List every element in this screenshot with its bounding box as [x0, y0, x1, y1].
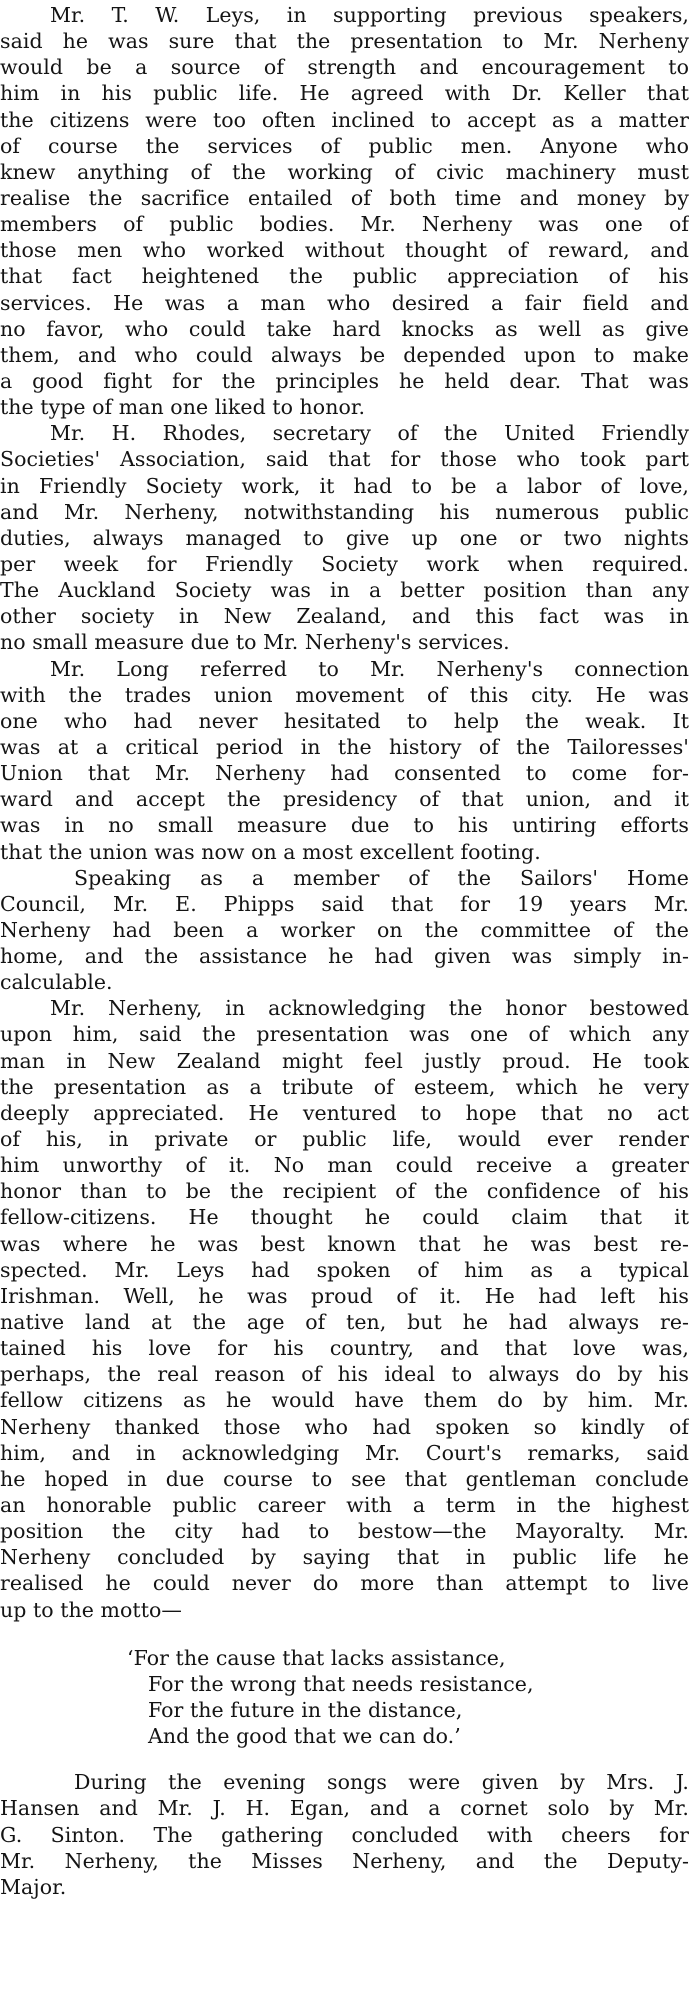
text-line: in Friendly Society work, it had to be a labor of love,: [0, 473, 689, 498]
text-line: per week for Friendly Society work when required.: [0, 551, 689, 576]
text-line: him unworthy of it. No man could receive a greater: [0, 1153, 689, 1178]
text-line: During the evening songs were given by Mrs. J.: [74, 1770, 689, 1795]
paragraph-rhodes: [0, 420, 689, 655]
text-line: knew anything of the working of civic machinery must: [0, 159, 689, 184]
text-line: Nerheny concluded by saying that in public life he: [0, 1545, 689, 1570]
text-line: the type of man one liked to honor.: [0, 395, 366, 420]
text-line: the citizens were too often inclined to accept as a matter: [0, 107, 689, 132]
text-line: Societies' Association, said that for those who took part: [0, 447, 689, 472]
text-line: home, and the assistance he had given was simply in-: [0, 944, 689, 969]
text-line: was at a critical period in the history of the Tailoresses': [0, 734, 689, 759]
text-line: and Mr. Nerheny, notwithstanding his numerous public: [0, 499, 689, 524]
text-line: of his, in private or public life, would ever render: [0, 1127, 689, 1152]
text-line: Mr. T. W. Leys, in supporting previous speakers,: [50, 3, 689, 27]
motto-verse: [0, 1645, 689, 1750]
text-line: realise the sacrifice entailed of both time and money by: [0, 185, 689, 210]
paragraph-nerheny-reply: [0, 995, 689, 1622]
text-line: spected. Mr. Leys had spoken of him as a typical: [0, 1257, 689, 1282]
text-line: calculable.: [0, 970, 113, 995]
text-line: fellow-citizens. He thought he could claim that it: [0, 1205, 689, 1230]
text-line: perhaps, the real reason of his ideal to always do by his: [0, 1362, 689, 1387]
text-line: G. Sinton. The gathering concluded with cheers for: [0, 1822, 689, 1847]
text-line: up to the motto—: [0, 1597, 182, 1622]
paragraph-closing: [0, 1769, 689, 1900]
text-line: position the city had to bestow—the Mayoralty. Mr.: [0, 1519, 689, 1544]
text-line: native land at the age of ten, but he had always re-: [0, 1310, 689, 1335]
text-line: he hoped in due course to see that gentleman conclude: [0, 1466, 689, 1491]
text-line: Mr. H. Rhodes, secretary of the United Friendly: [50, 421, 689, 446]
paragraph-phipps: [0, 865, 689, 996]
text-line: Hansen and Mr. J. H. Egan, and a cornet solo by Mr.: [0, 1796, 689, 1821]
text-line: Irishman. Well, he was proud of it. He had left his: [0, 1283, 689, 1308]
text-line: was where he was best known that he was best re-: [0, 1231, 689, 1256]
text-line: Major.: [0, 1874, 67, 1899]
text-line: the presentation as a tribute of esteem, which he very: [0, 1074, 689, 1099]
text-line: other society in New Zealand, and this fact was in: [0, 604, 689, 629]
text-line: a good fight for the principles he held dear. That was: [0, 368, 689, 393]
verse-line: And the good that we can do.’: [148, 1724, 461, 1749]
text-line: fellow citizens as he would have them do by him. Mr.: [0, 1388, 689, 1413]
text-line: members of public bodies. Mr. Nerheny was one of: [0, 212, 689, 237]
text-line: Union that Mr. Nerheny had consented to come for-: [0, 761, 689, 786]
text-line: honor than to be the recipient of the confidence of his: [0, 1179, 689, 1204]
text-line: upon him, said the presentation was one of which any: [0, 1022, 689, 1047]
text-line: services. He was a man who desired a fair field and: [0, 290, 689, 315]
article-body: [0, 2, 689, 1900]
text-line: with the trades union movement of this city. He was: [0, 682, 689, 707]
text-line: no favor, who could take hard knocks as well as give: [0, 316, 689, 341]
text-line: said he was sure that the presentation to Mr. Nerheny: [0, 29, 689, 54]
paragraph-leys: [0, 2, 689, 420]
verse-line: ‘For the cause that lacks assistance,: [127, 1645, 506, 1670]
text-line: Nerheny had been a worker on the committee of the: [0, 917, 689, 942]
text-line: Mr. Nerheny, in acknowledging the honor bestowed: [50, 996, 689, 1021]
text-line: Nerheny thanked those who had spoken so kindly of: [0, 1414, 689, 1439]
text-line: one who had never hesitated to help the weak. It: [0, 708, 689, 733]
text-line: duties, always managed to give up one or two nights: [0, 525, 689, 550]
text-line: Mr. Long referred to Mr. Nerheny's connection: [50, 656, 689, 681]
text-line: ward and accept the presidency of that union, and it: [0, 787, 689, 812]
text-line: was in no small measure due to his untiring efforts: [0, 813, 689, 838]
text-line: those men who worked without thought of reward, and: [0, 238, 689, 263]
text-line: man in New Zealand might feel justly proud. He took: [0, 1048, 689, 1073]
text-line: would be a source of strength and encouragement to: [0, 55, 689, 80]
text-line: them, and who could always be depended upon to make: [0, 342, 689, 367]
paragraph-long: [0, 656, 689, 865]
text-line: of course the services of public men. Anyone who: [0, 133, 689, 158]
text-line: realised he could never do more than attempt to live: [0, 1571, 689, 1596]
text-line: Mr. Nerheny, the Misses Nerheny, and the Deputy-: [0, 1848, 689, 1873]
text-line: Speaking as a member of the Sailors' Home: [74, 865, 689, 890]
text-line: that the union was now on a most excellent footing.: [0, 839, 541, 864]
text-line: no small measure due to Mr. Nerheny's services.: [0, 630, 510, 655]
verse-line: For the wrong that needs resistance,: [148, 1671, 534, 1696]
text-line: him, and in acknowledging Mr. Court's remarks, said: [0, 1440, 689, 1465]
text-line: The Auckland Society was in a better position than any: [0, 578, 689, 603]
text-line: tained his love for his country, and that love was,: [0, 1336, 689, 1361]
text-line: that fact heightened the public appreciation of his: [0, 264, 689, 289]
text-line: him in his public life. He agreed with Dr. Keller that: [0, 81, 689, 106]
verse-line: For the future in the distance,: [148, 1698, 463, 1722]
text-line: deeply appreciated. He ventured to hope that no act: [0, 1100, 689, 1125]
text-line: an honorable public career with a term in the highest: [0, 1493, 689, 1518]
text-line: Council, Mr. E. Phipps said that for 19 years Mr.: [0, 891, 689, 916]
